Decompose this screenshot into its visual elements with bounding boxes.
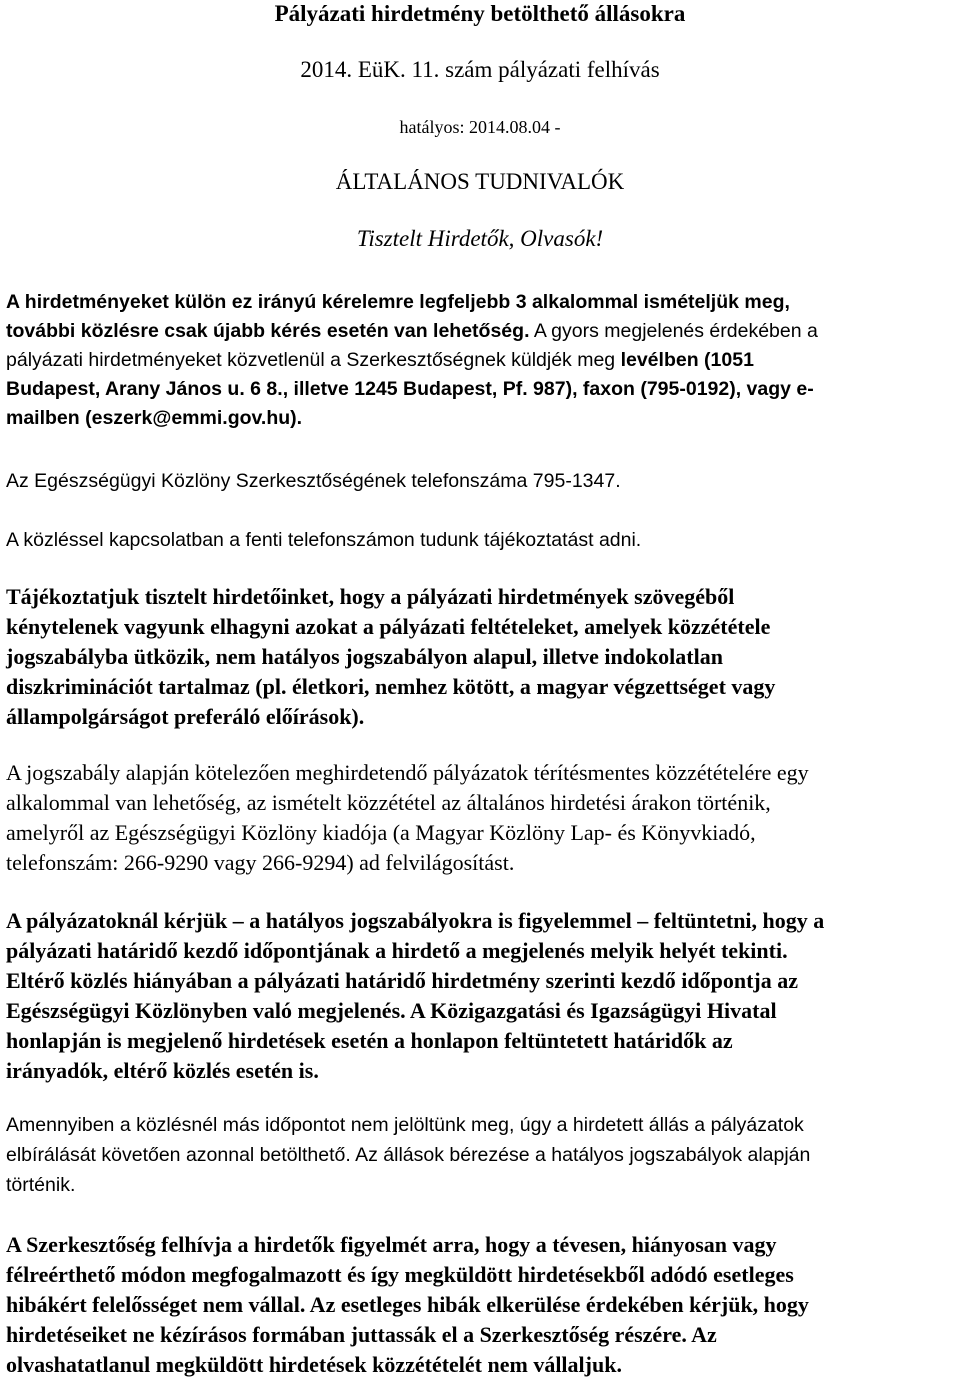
deadline-paragraph <box>6 906 956 1086</box>
paragraph-line: amelyről az Egészségügyi Közlöny kiadója (a Magyar Közlöny Lap- és Könyvkiadó, <box>6 820 756 845</box>
editorial-phone-line: Az Egészségügyi Közlöny Szerkesztőségének telefonszáma 795-1347. <box>6 470 621 492</box>
paragraph-line: A jogszabály alapján kötelezően meghirdetendő pályázatok térítésmentes közzétételére egy <box>6 760 809 785</box>
notice-line: állampolgárságot preferáló előírások). <box>6 704 365 729</box>
postal-fax-line: Budapest, Arany János u. 6 8., illetve 1245 Budapest, Pf. 987), faxon (795-0192), vagy e- <box>6 378 814 400</box>
document-title: Pályázati hirdetmény betölthető állásokra <box>274 1 686 26</box>
free-publication-paragraph <box>6 758 956 878</box>
notice-line: Tájékoztatjuk tisztelt hirdetőinket, hogy a pályázati hirdetmények szövegéből <box>6 584 735 609</box>
email-line: mailben (eszerk@emmi.gov.hu). <box>6 407 303 429</box>
paragraph-line: hibákért felelősséget nem vállal. Az esetleges hibák elkerülése érdekében kérjük, hogy <box>6 1292 809 1317</box>
notice-line: jogszabályba ütközik, nem hatályos jogszabályon alapul, illetve indokolatlan <box>6 644 723 669</box>
paragraph-line: A pályázatoknál kérjük – a hatályos jogszabályokra is figyelemmel – feltüntetni, hogy a <box>6 908 825 933</box>
submission-line-3 <box>6 346 956 375</box>
paragraph-line: Amennyiben a közlésnél más időpontot nem jelöltünk meg, úgy a hirdetett állás a pályázatok <box>6 1114 804 1136</box>
liability-disclaimer-paragraph <box>6 1230 956 1380</box>
paragraph-line: történik. <box>6 1174 76 1196</box>
paragraph-line: olvashatatlanul megküldött hirdetések közzétételét nem vállaljuk. <box>6 1352 622 1377</box>
paragraph-line: hirdetéseiket ne kézírásos formában juttassák el a Szerkesztőség részére. Az <box>6 1322 717 1347</box>
paragraph-line: Eltérő közlés hiányában a pályázati határidő hirdetmény szerinti kezdő időpontja az <box>6 968 798 993</box>
paragraph-line: telefonszám: 266-9290 vagy 266-9294) ad felvilágosítást. <box>6 850 515 875</box>
information-line: A közléssel kapcsolatban a fenti telefonszámon tudunk tájékoztatást adni. <box>6 529 642 551</box>
paragraph-line: félreérthető módon megfogalmazott és így megküldött hirdetésekből adódó esetleges <box>6 1262 794 1287</box>
submission-paragraph <box>6 288 956 433</box>
paragraph-line: Egészségügyi Közlönyben való megjelenés. A Közigazgatási és Igazságügyi Hivatal <box>6 998 777 1023</box>
paragraph-line: alkalommal van lehetőség, az ismételt közzététel az általános hirdetési árakon történik, <box>6 790 771 815</box>
filling-position-paragraph <box>6 1110 956 1200</box>
paragraph-line: pályázati határidő kezdő időpontjának a hirdető a megjelenés melyik helyét tekinti. <box>6 938 788 963</box>
effective-date: hatályos: 2014.08.04 - <box>399 117 561 137</box>
repeat-policy-line: A hirdetményeket külön ez irányú kérelemre legfeljebb 3 alkalommal ismételjük meg, <box>6 291 790 313</box>
paragraph-line: irányadók, eltérő közlés esetén is. <box>6 1058 319 1083</box>
issue-line: 2014. EüK. 11. szám pályázati felhívás <box>300 57 660 82</box>
fast-publication-text: A gyors megjelenés érdekében a <box>529 320 818 342</box>
greeting: Tisztelt Hirdetők, Olvasók! <box>356 226 604 251</box>
paragraph-line: A Szerkesztőség felhívja a hirdetők figyelmét arra, hogy a tévesen, hiányosan vagy <box>6 1232 777 1257</box>
notice-line: kénytelenek vagyunk elhagyni azokat a pályázati feltételeket, amelyek közzététele <box>6 614 771 639</box>
repeat-policy-line-2: további közlésre csak újabb kérés esetén van lehetőség. <box>6 320 530 342</box>
send-directly-text: pályázati hirdetményeket közvetlenül a Szerkesztőségnek küldjék meg <box>6 349 621 371</box>
letter-address-start: levélben (1051 <box>620 349 754 371</box>
paragraph-line: honlapján is megjelenő hirdetések esetén a honlapon feltüntetett határidők az <box>6 1028 733 1053</box>
notice-line: diszkriminációt tartalmaz (pl. életkori, nemhez kötött, a magyar végzettséget vagy <box>6 674 776 699</box>
discrimination-notice-paragraph <box>6 582 956 732</box>
paragraph-line: elbírálását követően azonnal betölthető. Az állások bérezése a hatályos jogszabályok alapján <box>6 1144 811 1166</box>
submission-line-2 <box>6 317 956 346</box>
section-heading: ÁLTALÁNOS TUDNIVALÓK <box>335 169 625 194</box>
